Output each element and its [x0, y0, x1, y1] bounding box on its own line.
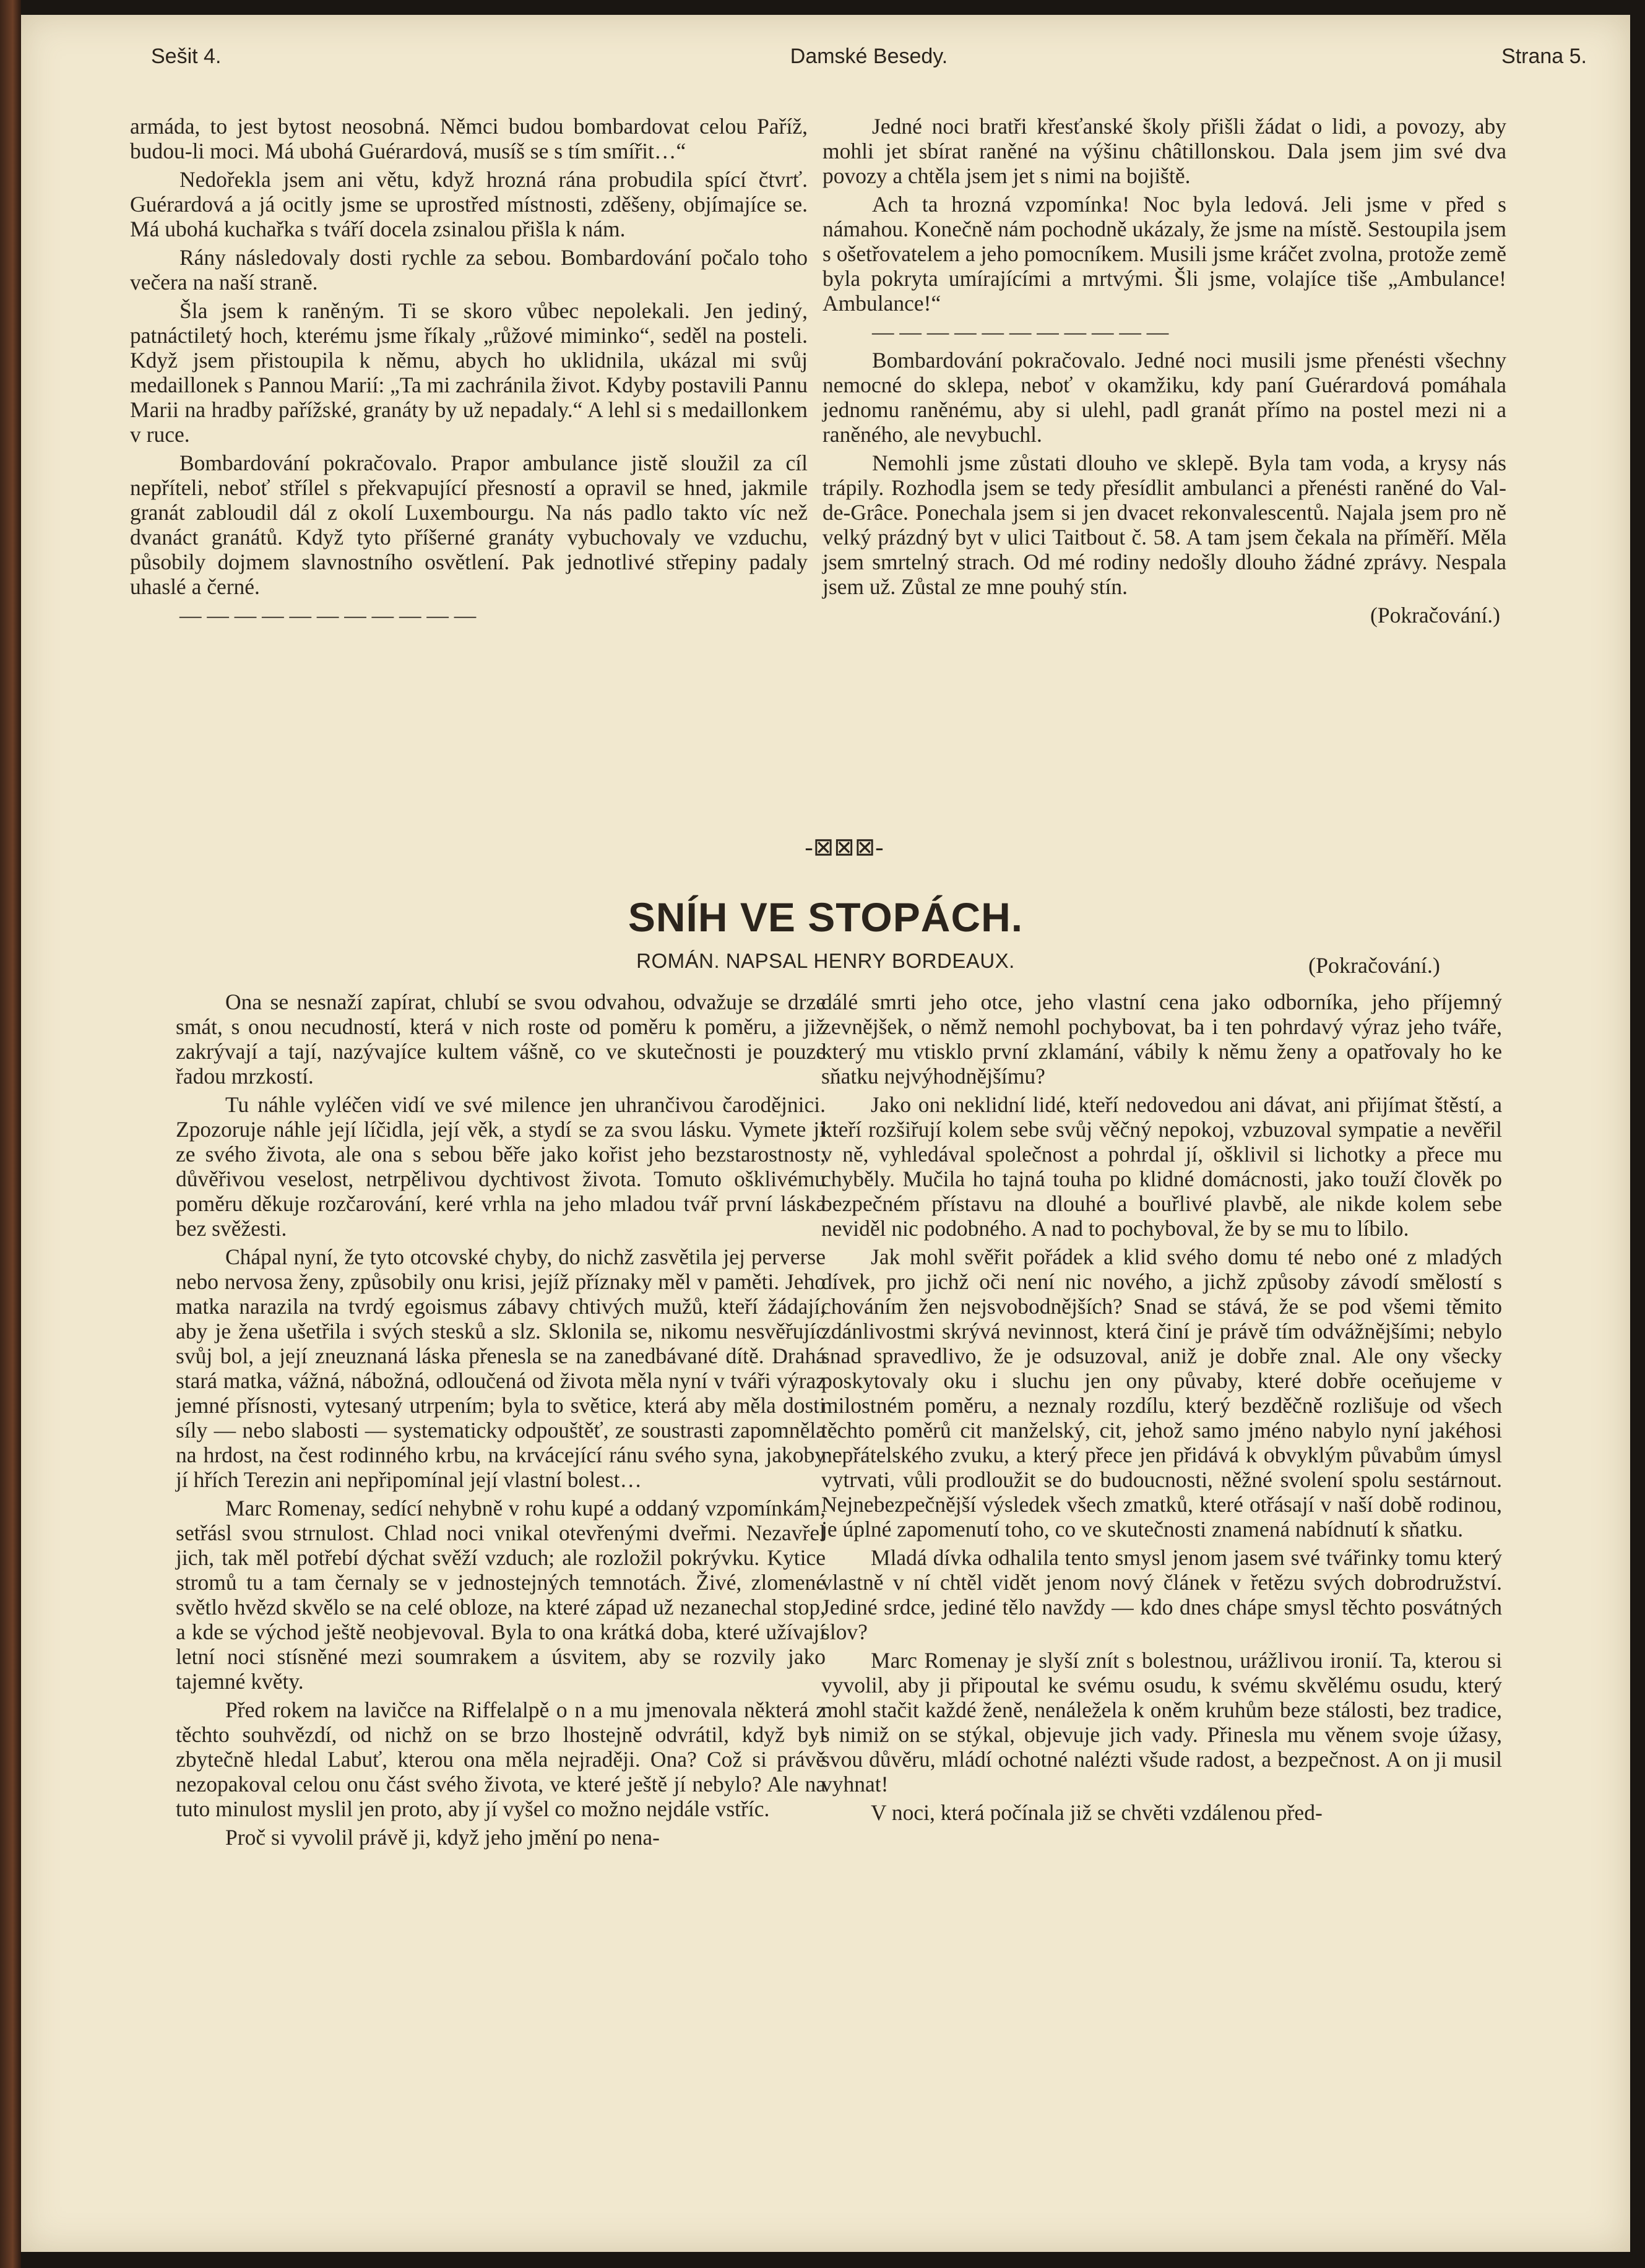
paragraph: Jak mohl svěřit pořádek a klid svého domu té nebo oné z mladých dívek, pro jichž oči není nic nového, a jichž způsoby závodí smělostí s chováním žen nejsvobodnějších? Snad se stává, že se pod všemi těmito zdánlivostmi skrývá nevinnost, která činí je právě tím odvážnějšími; nebylo snad spravedlivo, že je odsuzoval, aniž je dobře znal. Ale ony všecky poskytovaly oku i sluchu jen ony půvaby, které dobře oceňujeme v milostném poměru, a neznaly rozdílu, který bezděčně rozlišuje od všech těchto poměrů cit manželský, cit, jehož samo jméno nabylo nyní jakéhosi nepřátelského zvuku, a který přece jen přidává k obvyklým půvabům úmysl vytrvati, vůli prodloužit se do budoucnosti, něžné svolení spolu sestárnout. Nejnebezpečnější výsledek všech zmatků, které otřásají v naší době rodinou, je úplné zapomenutí toho, co ve skutečnosti znamená nabídnutí k sňatku.	[821, 1244, 1502, 1541]
paragraph: armáda, to jest bytost neosobná. Němci budou bombardovat celou Paříž, budou-li moci. Má ubohá Guérardová, musíš se s tím smířit…“	[130, 114, 808, 163]
article-subtitle: ROMÁN. NAPSAL HENRY BORDEAUX.	[636, 949, 1015, 972]
continued-note: (Pokračování.)	[1370, 603, 1500, 627]
paragraph: Tu náhle vyléčen vidí ve své milence jen uhrančivou čarodějnici. Zpozoruje náhle její líčidla, její věk, a stydí se za svou lásku. Vymete ji ze svého života, ale ona s sebou běře jako kořist jeho bezstarostnost, důvěřivou veselost, netrpělivou dychtivost života. Tomuto ošklivému poměru děkuje rozčarování, keré vrhla na jeho mladou tvář první láska bez svěžesti.	[176, 1092, 826, 1241]
column-top-left	[130, 114, 808, 631]
article-title: SNÍH VE STOPÁCH.	[628, 894, 1024, 940]
magazine-page	[21, 15, 1630, 2252]
paragraph: Jako oni neklidní lidé, kteří nedovedou ani dávat, ani přijímat štěstí, a kteří rozšiřují kolem sebe svůj věčný nepokoj, vzbuzoval sympatie a nevěřil v ně, vyhledával společnost a pohrdal jí, ošklivil si lichotky a přece mu chyběly. Mučila ho tajná touha po klidné domácnosti, jako touží člověk po bezpečném přístavu na dlouhé a bouřlivé plavbě, ale nikde kolem sebe neviděl nic podobného. A nad to pochyboval, že by se mu to líbilo.	[821, 1092, 1502, 1241]
paragraph: Nedořekla jsem ani větu, když hrozná rána probudila spící čtvrť. Guérardová a já ocitly jsme se uprostřed místnosti, zděšeny, objímajíce se. Má ubohá kuchařka s tváří docela zsinalou přišla k nám.	[130, 167, 808, 241]
section-separator: — — — — — — — — — — —	[872, 319, 1169, 344]
book-spine	[0, 0, 21, 2268]
paragraph: Proč si vyvolil právě ji, když jeho jmění po nena-	[225, 1825, 660, 1850]
issue-number: Sešit 4.	[151, 45, 222, 68]
section-separator: — — — — — — — — — — —	[179, 603, 477, 627]
paragraph: Ach ta hrozná vzpomínka! Noc byla ledová. Jeli jsme v před s námahou. Konečně nám pochodně ukázaly, že jsme na místě. Sestoupila jsem s ošetřovatelem a jeho pomocníkem. Musili jsme kráčet zvolna, protože země byla pokryta umírajícími a mrtvými. Šli jsme, volajíce tiše „Ambulance! Ambulance!“	[822, 192, 1506, 316]
paragraph: Marc Romenay je slyší znít s bolestnou, urážlivou ironií. Ta, kterou si vyvolil, aby ji připoutal ke svému osudu, k svému skvělému osudu, který mohl stačit každé ženě, nenáležela k oněm kruhům beze stálosti, bez tradice, s nimiž on se stýkal, objevuje jich vady. Přinesla mu věnem svoje úžasy, svou důvěru, mládí ochotné nalézti všude radost, a bezpečnost. A on ji musil vyhnat!	[821, 1648, 1502, 1796]
column-top-right	[822, 114, 1506, 631]
column-bottom-left	[176, 990, 826, 1853]
paragraph: Rány následovaly dosti rychle za sebou. Bombardování počalo toho večera na naší straně.	[130, 245, 808, 295]
paragraph: Před rokem na lavičce na Riffelalpě o n a mu jmenovala některá z těchto souhvězdí, od nichž on se brzo lhostejně odvrátil, když byl zbytečně hledal Labuť, kterou ona měla nejraději. Ona? Což si právě nezopakoval celou onu část svého života, ve které ještě jí nebylo? Ale na tuto minulost myslil jen proto, aby jí vyšel co možno nejdále vstříc.	[176, 1697, 826, 1821]
paragraph: V noci, která počínala již se chvěti vzdálenou před-	[871, 1800, 1323, 1825]
column-bottom-right	[821, 990, 1502, 1829]
paragraph: Marc Romenay, sedící nehybně v rohu kupé a oddaný vzpomínkám, setřásl svou strnulost. Chlad noci vnikal otevřenými dveřmi. Nezavřel jich, tak měl potřebí dýchat svěží vzduch; ale rozložil pokrývku. Kytice stromů tu a tam černaly se v jednostejných temnotách. Živé, zlomené světlo hvězd skvělo se na celé obloze, na které západ už nezanechal stop, a kde se východ ještě neobjevoval. Byla to ona krátká doba, které užívají letní noci stísněné mezi soumrakem a úsvitem, aby se rozvily jako tajemné květy.	[176, 1496, 826, 1694]
paragraph: dálé smrti jeho otce, jeho vlastní cena jako odborníka, jeho příjemný zevnějšek, o němž nemohl pochybovat, ba i ten pohrdavý výraz jeho tváře, který mu vtisklo první zklamání, vábily k němu ženy a opatřovaly ho ke sňatku nejvýhodnějšímu?	[821, 990, 1502, 1089]
paragraph: Šla jsem k raněným. Ti se skoro vůbec nepolekali. Jen jediný, patnáctiletý hoch, kterému jsme říkaly „růžové miminko“, seděl na posteli. Když jsem přistoupila k němu, abych ho uklidnila, ukázal mi svůj medaillonek s Pannou Marií: „Ta mi zachránila život. Kdyby postavili Pannu Marii na hradby pařížské, granáty by už nepadaly.“ A lehl si s medaillonkem v ruce.	[130, 298, 808, 447]
paragraph: Bombardování pokračovalo. Prapor ambulance jistě sloužil za cíl nepříteli, neboť střílel s překvapující přesností a opravil se hned, jakmile granát zabloudil dál z okolí Luxembourgu. Na nás padlo takto víc než dvanáct granátů. Když tyto příšerné granáty vybuchovaly ve vzduchu, působily dojmem slavnostního osvětlení. Pak jednotlivé střepiny padaly uhaslé a černé.	[130, 451, 808, 599]
ornament-divider: -⊠⊠⊠-	[805, 833, 884, 861]
paragraph: Jedné noci bratři křesťanské školy přišli žádat o lidi, a povozy, aby mohli jet sbírat raněné na výšinu châtillonskou. Dala jsem jim své dva povozy a chtěla jsem jet s nimi na bojiště.	[822, 114, 1506, 188]
paragraph: Mladá dívka odhalila tento smysl jenom jasem své tvářinky tomu který vlastně v ní chtěl vidět jenom nový článek v řetězu svých dobrodružství. Jediné srdce, jediné tělo navždy — kdo dnes chápe smysl těchto posvátných slov?	[821, 1545, 1502, 1644]
paragraph: Chápal nyní, že tyto otcovské chyby, do nichž zasvětila jej perverse nebo nervosa ženy, způsobily onu krisi, jejíž příznaky měl v paměti. Jeho matka narazila na tvrdý egoismus zábavy chtivých mužů, kteří žádají, aby je žena ušetřila i svých stesků a slz. Sklonila se, nikomu nesvěřujíc svůj bol, a její zneuznaná láska přenesla se na zanedbávané dítě. Drahá stará matka, vážná, nábožná, odloučená od života měla nyní v tváři výraz jemné přísnosti, vytesaný utrpením; byla to světice, která aby měla dosti síly — nebo slabosti — systematicky odpouštěť, ze soustrasti zapomněla na hrdost, na čest rodinného krbu, na krvácející ránu svého syna, jakoby jí hřích Terezin ani nepřipomínal její vlastní bolest…	[176, 1244, 826, 1492]
paragraph: Bombardování pokračovalo. Jedné noci musili jsme přenésti všechny nemocné do sklepa, neboť v okamžiku, kdy paní Guérardová pomáhala jednomu raněnému, aby si ulehl, padl granát přímo na postel mezi ni a raněného, ale nevybuchl.	[822, 348, 1506, 447]
article-continued-note: (Pokračování.)	[1308, 953, 1440, 978]
magazine-title: Damské Besedy.	[790, 45, 948, 68]
paragraph: Nemohli jsme zůstati dlouho ve sklepě. Byla tam voda, a krysy nás trápily. Rozhodla jsem se tedy přesídlit ambulanci a přenésti raněné do Val-de-Grâce. Ponechala jsem si jen dvacet rekonvalescentů. Najala jsem pro ně velký prázdný byt v ulici Taitbout č. 58. A tam jsem čekala na příměří. Měla jsem smrtelný strach. Od mé rodiny nedošly dlouho žádné zprávy. Nespala jsem už. Zůstal ze mne pouhý stín.	[822, 451, 1506, 599]
page-number: Strana 5.	[1501, 45, 1587, 68]
running-header	[151, 45, 1587, 82]
paragraph: Ona se nesnaží zapírat, chlubí se svou odvahou, odvažuje se drze smát, s onou necudností, která v nich roste od poměru k poměru, a již zakrývají a tají, nazývajíce kultem vášně, co ve skutečnosti je pouze řadou mrzkostí.	[176, 990, 826, 1089]
